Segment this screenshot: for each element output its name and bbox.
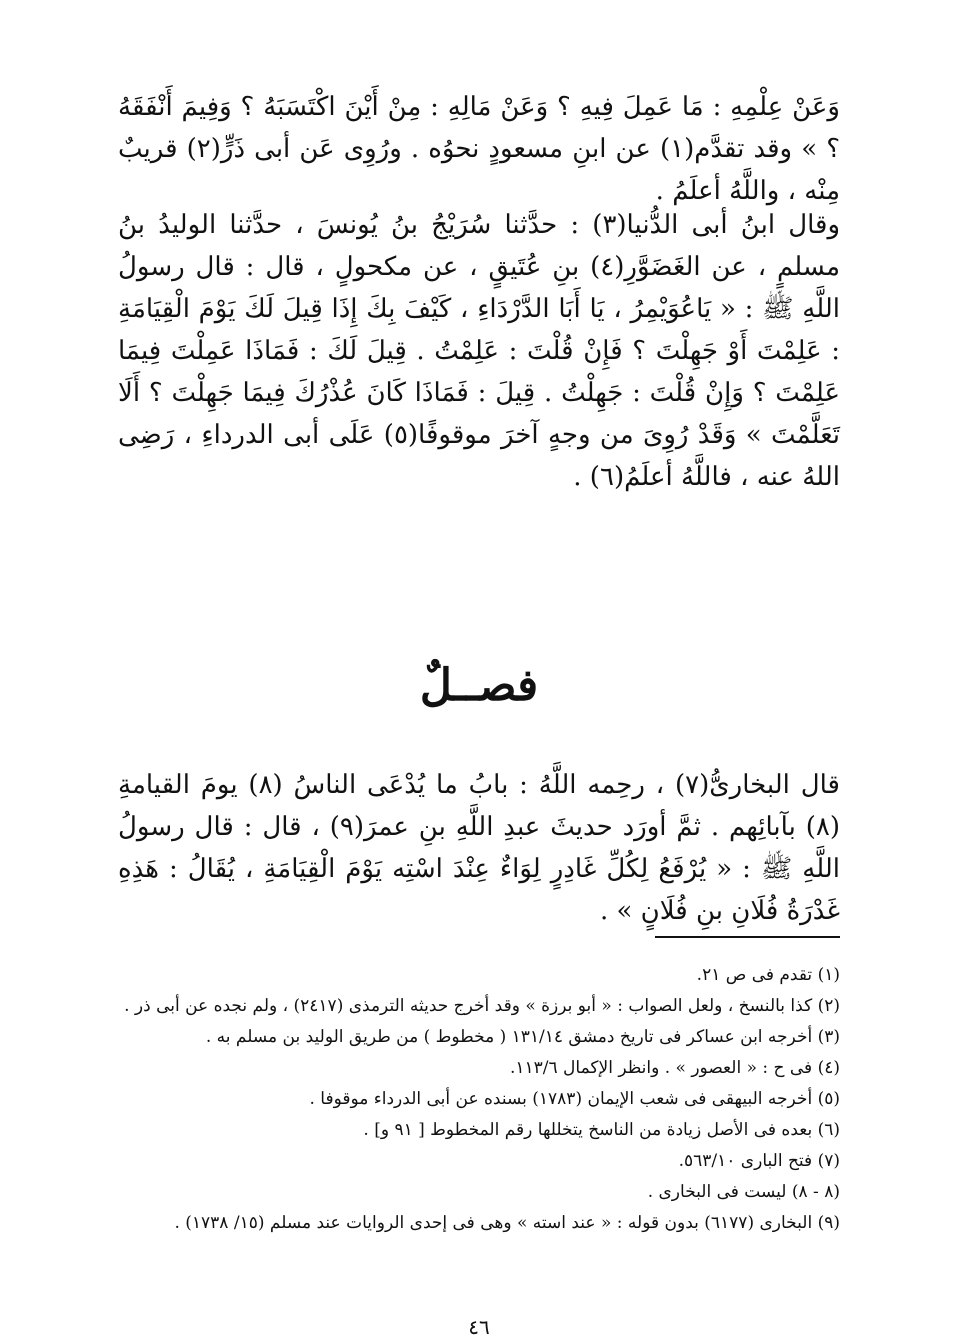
paragraph-1 [118, 86, 840, 212]
book-page [118, 80, 841, 1339]
paragraph-text: وقال ابنُ أبى الدُّنيا(٣) : حدَّثنا سُرَيْجُ بنُ يُونسَ ، حدَّثنا الوليدُ بنُ مسلمٍ ، عن الغَضَوَّرِ(٤) بنِ عُتَيقٍ ، عن مكحولٍ ، قال : قال رسولُ اللَّهِ ﷺ : « يَاعُوَيْمِرُ ، يَا أَبَا الدَّرْدَاءِ ، كَيْفَ بِكَ إِذَا قِيلَ لَكَ يَوْمَ الْقِيَامَةِ : عَلِمْتَ أَوْ جَهِلْتَ ؟ فَإِنْ قُلْتَ : عَلِمْتُ . قِيلَ لَكَ : فَمَاذَا عَمِلْتَ فِيمَا عَلِمْتَ ؟ وَإِنْ قُلْتَ : جَهِلْتُ . قِيلَ : فَمَاذَا كَانَ عُذْرُكَ فِيمَا جَهِلْتَ ؟ أَلَا تَعَلَّمْتَ » وَقَدْ رُوِىَ من وجهٍ آخرَ موقوفًا(٥) عَلَى أبى الدرداءِ ، رَضِى اللهُ عنه ، فاللَّهُ أعلَمُ(٦) . [118, 210, 841, 492]
page-number: ٤٦ [468, 1315, 490, 1339]
paragraph-text: قال البخارىُّ(٧) ، رحِمه اللَّهُ : بابُ ما يُدْعَى الناسُ (٨) يومَ القيامةِ (٨) بآبائِهم . ثمَّ أورَد حديثَ عبدِ اللَّهِ بنِ عمرَ(٩) ، قال : قال رسولُ اللَّهِ ﷺ : « يُرْفَعُ لِكُلِّ غَادِرٍ لِوَاءٌ عِنْدَ اسْتِه يَوْمَ الْقِيَامَةِ ، يُقَالُ : هَذِهِ غَدْرَةُ فُلَانِ بنِ فُلَانٍ » . [118, 770, 840, 926]
paragraph-3 [118, 764, 840, 932]
paragraph-2 [118, 204, 840, 498]
footnote-5: (٥) أخرجه البيهقى فى شعب الإيمان (١٧٨٣) بسنده عن أبى الدرداء موقوفا . [309, 1089, 840, 1109]
footnote-1: (١) تقدم فى ص ٢١. [696, 965, 840, 985]
paragraph-text: وَعَنْ عِلْمِهِ : مَا عَمِلَ فِيهِ ؟ وَعَنْ مَالِهِ : مِنْ أَيْنَ اكْتَسَبَهُ ؟ وَفِيمَ أَنْفَقَهُ ؟ » وقد تقدَّم(١) عن ابنِ مسعودٍ نحوُه . ورُوِى عَن أبى ذَرٍّ(٢) قريبٌ مِنْه ، واللَّهُ أعلَمُ . [118, 92, 841, 206]
footnotes-list [118, 960, 840, 1239]
footnote-4: (٤) فى ح : « العصور » . وانظر الإكمال ١١٣/٦. [509, 1058, 840, 1078]
footnote-6: (٦) بعده فى الأصل زيادة من الناسخ يتخللها رقم المخطوط [ ٩١ و] . [363, 1120, 840, 1140]
footnote-divider [655, 936, 840, 938]
section-heading: فصــلٌ [419, 660, 539, 711]
footnote-3: (٣) أخرجه ابن عساكر فى تاريخ دمشق ١٣١/١٤ ( مخطوط ) من طريق الوليد بن مسلم به . [205, 1027, 840, 1047]
footnote-7: (٧) فتح البارى ٥٦٣/١٠. [678, 1151, 840, 1171]
footnote-8: (٨ - ٨) ليست فى البخارى . [647, 1182, 840, 1202]
footnote-9: (٩) البخارى (٦١٧٧) بدون قوله : « عند استه » وهى فى إحدى الروايات عند مسلم (١٥/ ١٧٣٨) . [174, 1213, 840, 1233]
footnote-2: (٢) كذا بالنسخ ، ولعل الصواب : « أبو برزة » وقد أخرج حديثه الترمذى (٢٤١٧) ، ولم نجده عن أبى ذر . [124, 996, 840, 1016]
